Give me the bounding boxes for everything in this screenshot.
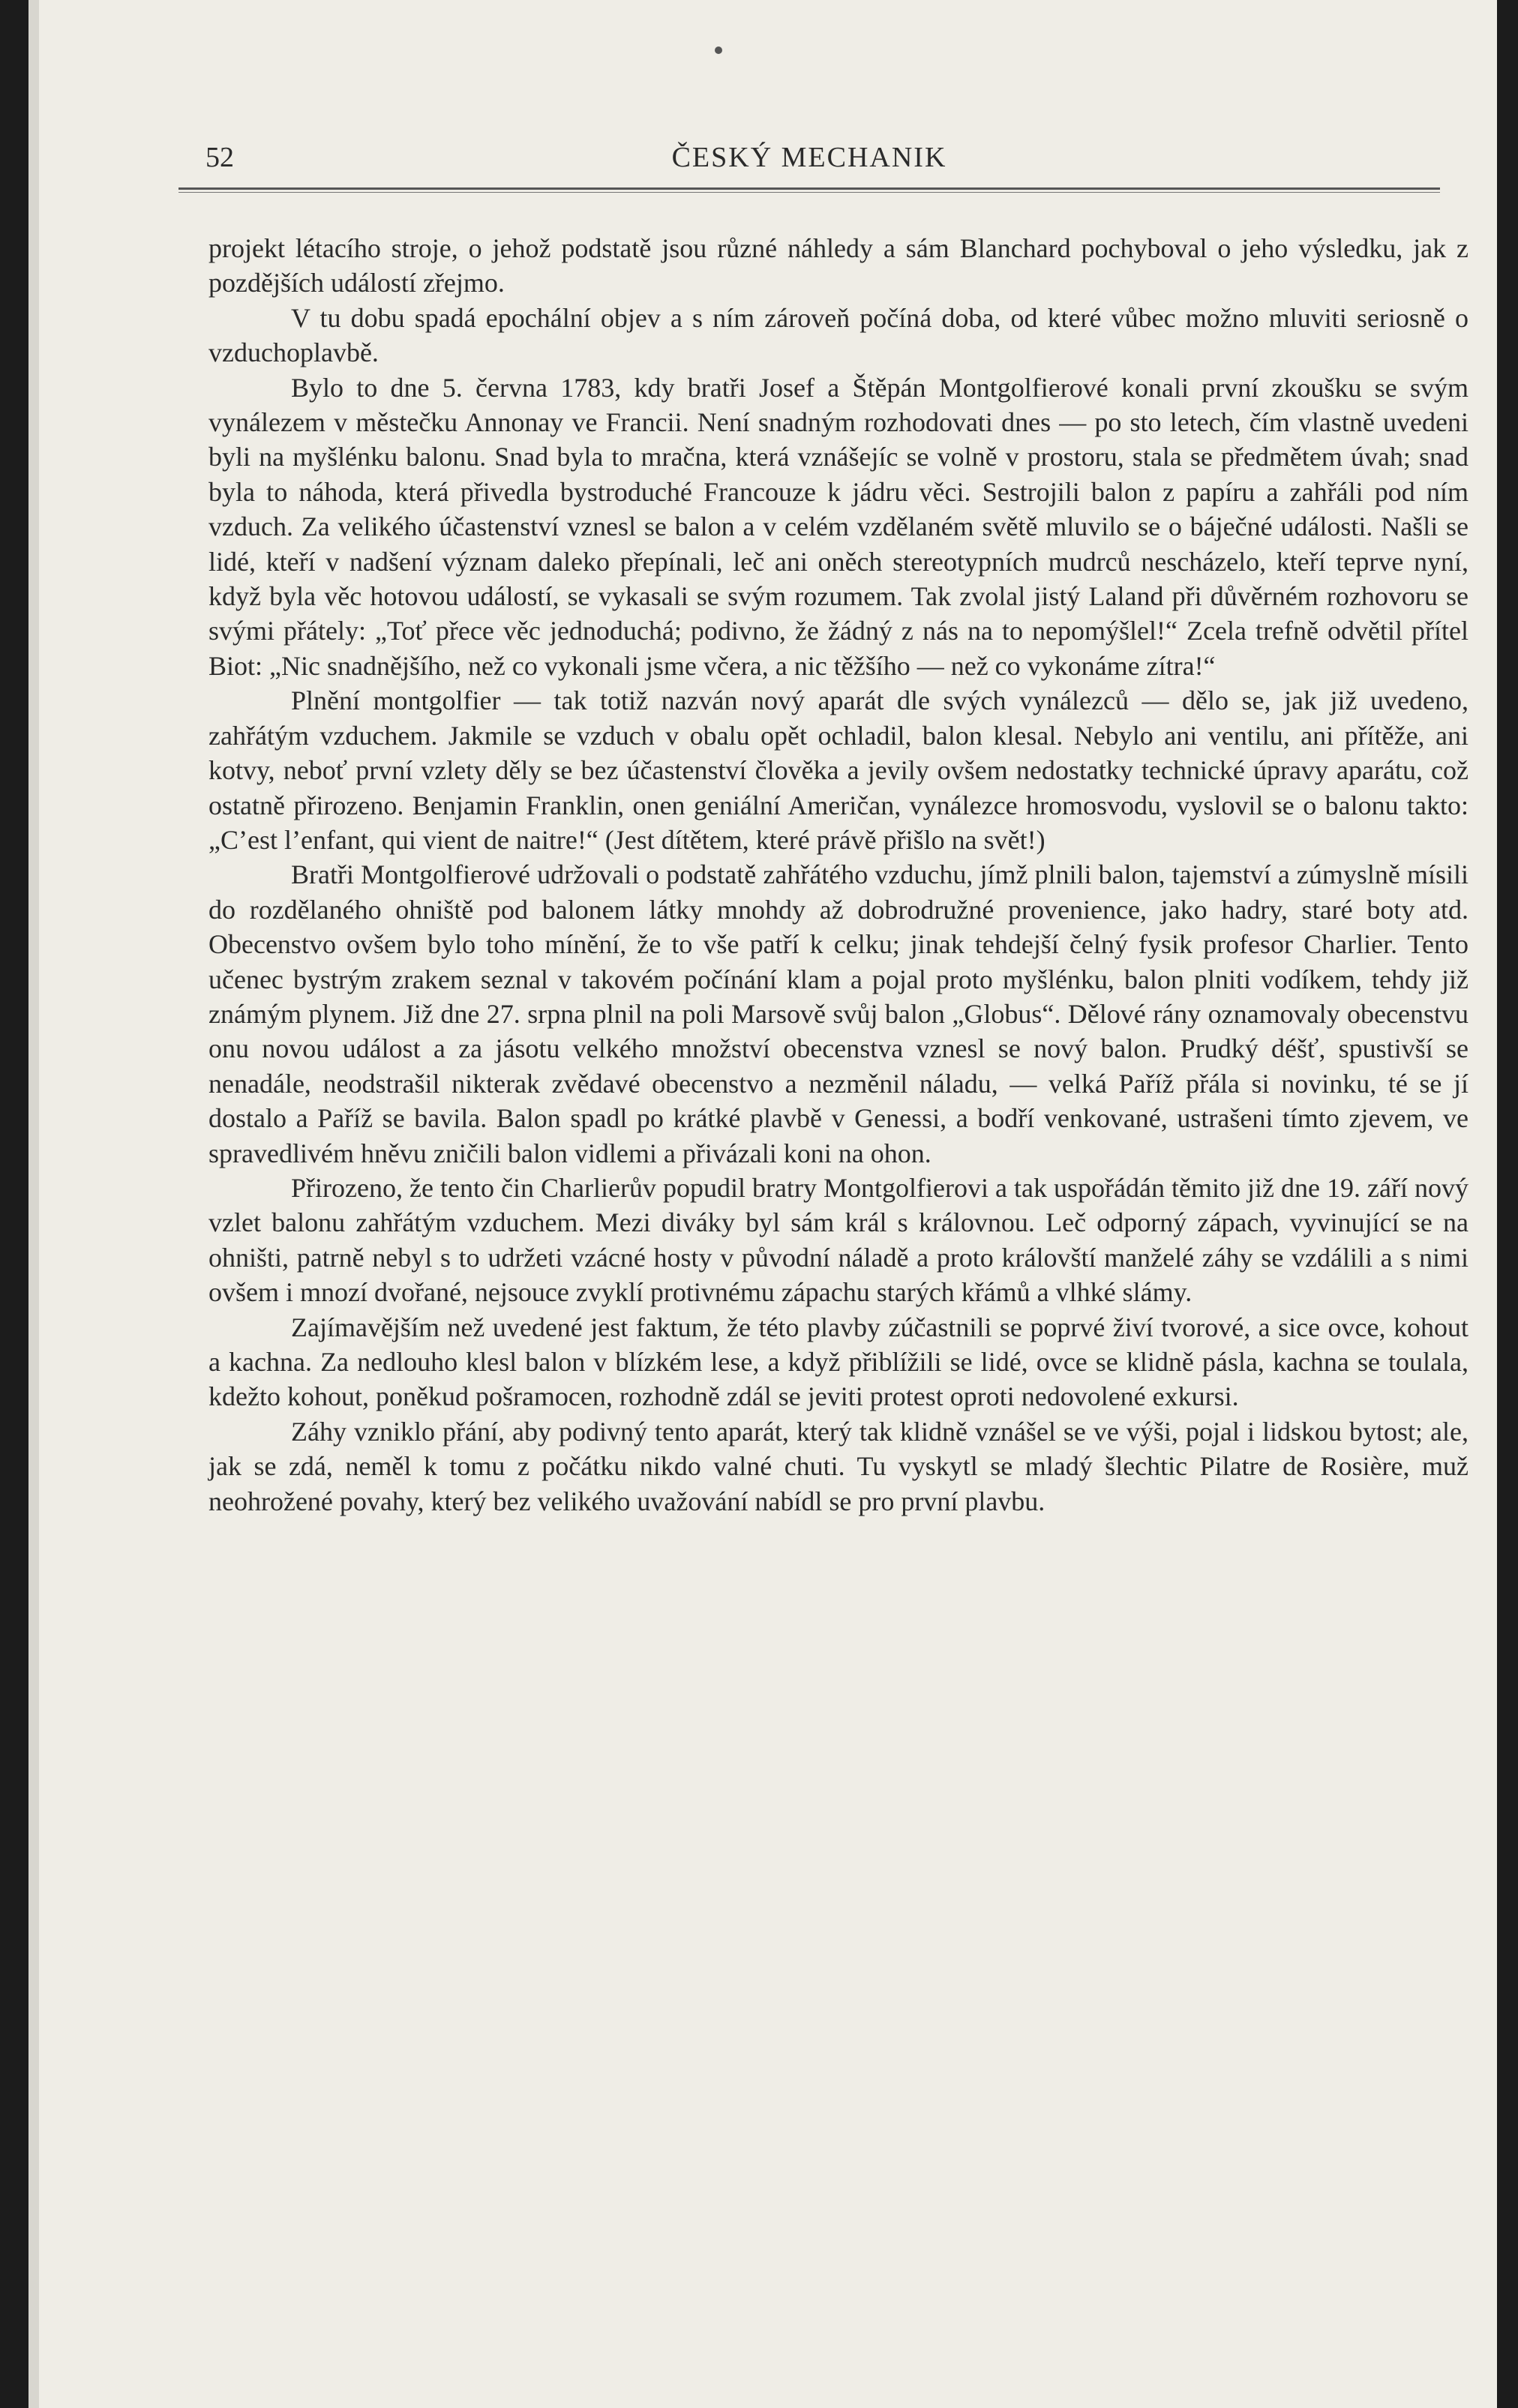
paragraph-4: Plnění montgolfier — tak totiž nazván nový aparát dle svých vynálezců — dělo se, jak již uvedeno, zahřátým vzduchem. Jakmile se vzduch v obalu opět ochladil, balon klesal. Nebylo ani ventilu, ani přítěže, ani kotvy, neboť první vzlety děly se bez účastenství člověka a jevily ovšem nedostatky technické úpravy aparátu, což ostatně přirozeno. Benjamin Franklin, onen geniální Američan, vynálezce hromosvodu, vyslovil se o balonu takto: „C’est l’enfant, qui vient de naitre!“ (Jest dítětem, které právě přišlo na svět!): [208, 685, 1468, 855]
paragraph-8: Záhy vzniklo přání, aby podivný tento aparát, který tak klidně vznášel se ve výši, pojal i lidskou bytost; ale, jak se zdá, neměl k tomu z počátku nikdo valné chuti. Tu vyskytl se mladý šlechtic Pilatre de Rosière, muž neohrožené povahy, který bez velikého uvažování nabídl se pro první plavbu.: [208, 1416, 1468, 1516]
top-mark: [715, 46, 722, 54]
page-edge: [28, 0, 39, 2408]
book-page: [28, 0, 1497, 2408]
page-number: 52: [206, 142, 234, 173]
paragraph-5: Bratři Montgolfierové udržovali o podstatě zahřátého vzduchu, jímž plnili balon, tajemství a zúmyslně mísili do rozdělaného ohniště pod balonem látky mnohdy až dobrodružné provenience, jako hadry, staré boty atd. Obecenstvo ovšem bylo toho mínění, že to vše patří k celku; jinak tehdejší čelný fysik profesor Charlier. Tento učenec bystrým zrakem seznal v takovém počínání klam a pojal proto myšlénku, balon plniti vodíkem, tehdy již známým plynem. Již dne 27. srpna plnil na poli Marsově svůj balon „Globus“. Dělové rány oznamovaly obecenstvu onu novou událost a za jásotu velkého množství obecenstva vznesl se nový balon. Prudký déšť, spustivší se nenadále, neodstrašil nikterak zvědavé obecenstvo a nezměnil náladu, — velká Paříž přála si novinku, té se jí dostalo a Paříž se bavila. Balon spadl po krátké plavbě v Genessi, a bodří venkované, ustrašeni tímto zjevem, ve spravedlivém hněvu zničili balon vidlemi a přivázali koni na ohon.: [208, 859, 1468, 1168]
paragraph-2: V tu dobu spadá epochální objev a s ním zároveň počíná doba, od které vůbec možno mluviti seriosně o vzduchoplavbě.: [208, 302, 1468, 368]
page-header: [178, 129, 1440, 181]
header-rule: [178, 187, 1440, 193]
paragraph-3: Bylo to dne 5. června 1783, kdy bratři Josef a Štěpán Montgolfierové konali první zkoušku se svým vynálezem v městečku Annonay ve Francii. Není snadným rozhodovati dnes — po sto letech, čím vlastně uvedeni byli na myšlénku balonu. Snad byla to mračna, která vznášejíc se volně v prostoru, stala se předmětem úvah; snad byla to náhoda, která přivedla bystroduché Francouze k jádru věci. Sestrojili balon z papíru a zahřáli pod ním vzduch. Za velikého účastenství vznesl se balon a v celém vzdělaném světě mluvilo se o báječné události. Našli se lidé, kteří v nadšení význam daleko přepínali, leč ani oněch stereotypních mudrců nescházelo, kteří teprve nyní, když byla věc hotovou událostí, se vykasali se svým rozumem. Tak zvolal jistý Laland při důvěrném rozhovoru se svými přátely: „Toť přece věc jednoduchá; podivno, že žádný z nás na to nepomýšlel!“ Zcela trefně odvětil přítel Biot: „Nic snadnějšího, než co vykonali jsme včera, a nic těžšího — než co vykonáme zítra!“: [208, 372, 1468, 681]
paragraph-6: Přirozeno, že tento čin Charlierův popudil bratry Montgolfierovi a tak uspořádán těmito již dne 19. září nový vzlet balonu zahřátým vzduchem. Mezi diváky byl sám král s královnou. Leč odporný zápach, vyvinující se na ohništi, patrně nebyl s to udržeti vzácné hosty v původní náladě a proto královští manželé záhy se vzdálili a s nimi ovšem i mnozí dvořané, nejsouce zvyklí protivnému zápachu starých křámů a vlhké slámy.: [208, 1172, 1468, 1308]
text-column: [208, 231, 1468, 2346]
paragraph-1: projekt létacího stroje, o jehož podstatě jsou různé náhledy a sám Blanchard pochyboval o jeho výsledku, jak z pozdějších událostí zřejmo.: [208, 233, 1468, 298]
paragraph-7: Zajímavějším než uvedené jest faktum, že této plavby zúčastnili se poprvé živí tvorové, a sice ovce, kohout a kachna. Za nedlouho klesl balon v blízkém lese, a když přiblížili se lidé, ovce se klidně pásla, kachna se toulala, kdežto kohout, poněkud pošramocen, rozhodně zdál se jeviti protest oproti nedovolené exkursi.: [208, 1312, 1468, 1412]
running-title: ČESKÝ MECHANIK: [671, 142, 947, 173]
